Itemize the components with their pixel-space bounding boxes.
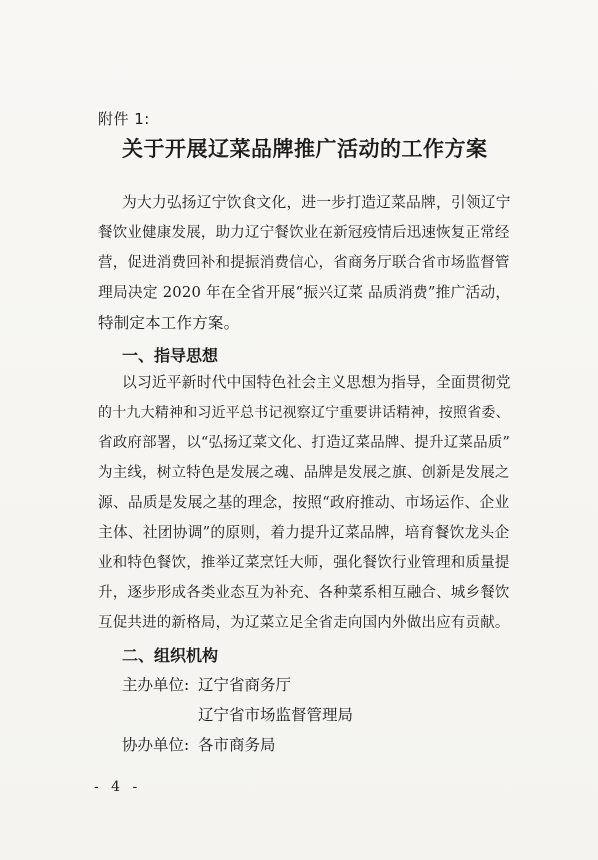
section1-line: 以习近平新时代中国特色社会主义思想为指导，全面贯彻党 [122, 374, 511, 391]
section-heading-guiding-ideology: 一、指导思想 [122, 346, 219, 365]
document-title: 关于开展辽菜品牌推广活动的工作方案 [122, 136, 488, 161]
section1-line: 源、品质是发展之基的理念，按照“政府推动、市场运作、企业 [98, 494, 510, 511]
section1-line: 的十九大精神和习近平总书记视察辽宁重要讲话精神，按照省委、 [98, 405, 510, 421]
intro-line: 为大力弘扬辽宁饮食文化，进一步打造辽菜品牌，引领辽宁 [122, 194, 511, 211]
section1-line: 业和特色餐饮，推举辽菜烹饪大师，强化餐饮行业管理和质量提 [98, 555, 510, 571]
intro-line: 餐饮业健康发展，助力辽宁餐饮业在新冠疫情后迅速恢复正常经 [98, 225, 510, 241]
co-organizer-label: 协办单位: [122, 736, 190, 754]
section1-line: 主体、社团协调”的原则，着力提升辽菜品牌，培育餐饮龙头企 [98, 524, 510, 541]
intro-line: 理局决定 2020 年在全省开展“振兴辽菜 品质消费”推广活动， [98, 284, 511, 301]
host-unit-commerce: 辽宁省商务厅 [198, 676, 292, 694]
page-number: - 4 - [94, 779, 142, 795]
host-unit-market-supervision: 辽宁省市场监督管理局 [198, 706, 354, 724]
host-label: 主办单位: [122, 676, 190, 694]
co-organizer-unit: 各市商务局 [198, 736, 276, 754]
section1-line: 升，逐步形成各类业态互为补充、各种菜系相互融合、城乡餐饮 [98, 585, 510, 601]
section1-line: 为主线，树立特色是发展之魂、品牌是发展之旗、创新是发展之 [98, 465, 510, 481]
section1-line: 省政府部署，以“弘扬辽菜文化、打造辽菜品牌、提升辽菜品质” [98, 435, 511, 451]
intro-line: 特制定本工作方案。 [98, 314, 240, 332]
section1-line: 互促共进的新格局，为辽菜立足全省走向国内外做出应有贡献。 [98, 615, 510, 631]
intro-line: 营，促进消费回补和提振消费信心，省商务厅联合省市场监督管 [98, 255, 510, 271]
attachment-label: 附件 1: [98, 110, 150, 128]
section-heading-organization: 二、组织机构 [122, 646, 219, 665]
